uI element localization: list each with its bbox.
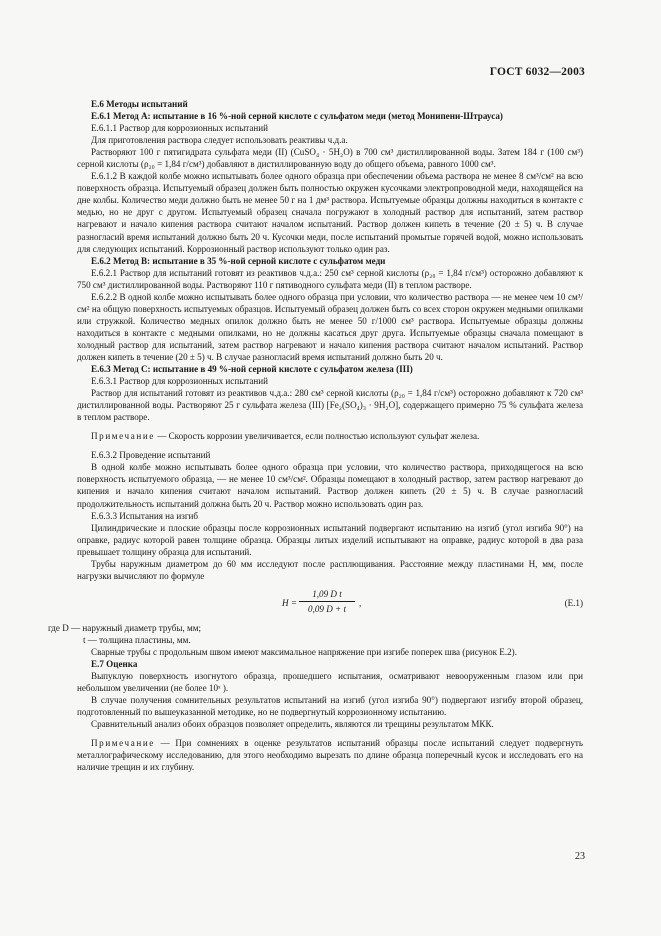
note	[77, 737, 583, 773]
subsection-heading: Е.6.3.3 Испытания на изгиб	[91, 510, 199, 521]
formula-legend: где D — наружный диаметр трубы, мм;	[48, 622, 202, 633]
paragraph: Цилиндрические и плоские образцы после коррозионных испытаний подвергают испытанию на изгиб (угол изгиба 90°) на оправке, радиус которой равен толщине образца. Образцы литых изделий испытывают на оправке, радиус которой в два раза превышает толщину образца для испытаний.	[77, 522, 583, 557]
paragraph: Сварные трубы с продольным швом имеют максимальное напряжение при изгибе поперек шва (рисунок Е.2).	[91, 646, 517, 657]
note	[77, 430, 583, 442]
paragraph: Трубы наружным диаметром до 60 мм исследуют после расплющивания. Расстояние между пластинами H, мм, после нагрузки вычисляют по формуле	[77, 558, 583, 581]
section-heading: Е.6.3 Метод С: испытание в 49 %-ной серной кислоте с сульфатом железа (III)	[91, 364, 413, 375]
section-heading: Е.6.2 Метод В: испытание в 35 %-ной серной кислоте с сульфатом меди	[91, 255, 386, 266]
subsection-heading: Е.6.3.1 Раствор для коррозионных испытаний	[91, 376, 269, 387]
paragraph: В случае получения сомнительных результатов испытаний на изгиб (угол изгиба 90°) подвергают изгибу второй образец, подготовленный по вышеуказанной методике, но не подвергнутый коррозионному испытанию.	[77, 695, 583, 718]
paragraph: В одной колбе можно испытывать более одного образца при условии, что количество раствора, приходящегося на всю поверхность испытуемого образца, — не менее 10 см³/см². Образцы помещают в холодный раствор, затем раствор нагревают до кипения и начало кипения считают началом испытаний. Раствор должен кипеть (20 ± 5) ч. В случае разногласий продолжительность испытаний должна быть 20 ч. Раствор можно использовать один раз.	[77, 462, 583, 509]
note-text: — Скорость коррозии увеличивается, если полностью используют сульфат железа.	[154, 431, 480, 442]
paragraph: Выпуклую поверхность изогнутого образца, прошедшего испытания, осматривают невооруженным глазом или при небольшом увеличении (не более 10ˣ ).	[77, 671, 583, 694]
page-content	[48, 98, 583, 773]
formula-legend: t — толщина пластины, мм.	[83, 634, 191, 645]
paragraph: Сравнительный анализ обоих образцов позволяет определить, являются ли трещины результатом МКК.	[91, 719, 494, 730]
section-heading: Е.6 Методы испытаний	[91, 99, 188, 109]
subsection-heading: Е.6.3.2 Проведение испытаний	[91, 450, 211, 461]
formula-fraction	[299, 588, 355, 615]
paragraph: Растворяют 100 г пятигидрата сульфата меди (II) (CuSO₄ · 5H₂O) в 700 см³ дистиллированной воды. Затем 184 г (100 см³) серной кислоты (ρ₂₀ = 1,84 г/см³) добавляют в дистиллированную воду до общего объема, равного 1000 см³.	[77, 147, 583, 170]
section-heading: Е.6.1 Метод А: испытание в 16 %-ной серной кислоте с сульфатом меди (метод Монипени-Штрауса)	[91, 111, 503, 122]
paragraph: Е.6.1.2 В каждой колбе можно испытывать более одного образца при обеспечении объема раствора не менее 8 см³/см² на всю поверхность образца. Испытуемый образец должен быть полностью окружен кусочками электропроводной меди, находящейся на дне колбы. Количество меди должно быть не менее 50 г на 1 дм³ раствора. Испытуемые образцы должны находиться в контакте с медью, но не друг с другом. Испытуемый образец сначала погружают в холодный раствор для испытаний, затем раствор нагревают и начало кипения раствора считают началом испытаний. Раствор должен кипеть в течение (20 ± 5) ч. В случае разногласий время испытаний должно быть 20 ч. Кусочки меди, после испытаний промытые горячей водой, можно использовать для следующих испытаний. Коррозионный раствор используют только один раз.	[77, 171, 583, 254]
section-heading: Е.7 Оценка	[91, 658, 138, 669]
formula-number: (Е.1)	[564, 597, 583, 608]
formula-e1	[77, 588, 583, 618]
paragraph: Для приготовления раствора следует использовать реактивы ч.д.а.	[91, 135, 348, 146]
note-label: Примечание	[91, 431, 155, 442]
note-text: — При сомнениях в оценке результатов испытаний образцы после испытаний следует подвергнуть металлографическому исследованию, для этого необходимо вырезать по длине образца поперечный кусок и исследовать его на наличие трещин и их глубину.	[77, 738, 583, 773]
paragraph: Раствор для испытаний готовят из реактивов ч.д.а.: 280 см³ серной кислоты (ρ₂₀ = 1,84 г/см³) осторожно добавляют к 720 см³ дистиллированной воды. Растворяют 25 г сульфата железа (III) [Fe₂(SO₄)₃ · 9H₂O], содержащего примерно 75 % сульфата железа в теплом растворе.	[77, 388, 583, 423]
paragraph: Е.6.2.2 В одной колбе можно испытывать более одного образца при условии, что количество раствора — не менее чем 10 см³/см² на общую поверхность испытуемых образцов. Испытуемый образец должен быть со всех сторон окружен медными опилками или стружкой. Количество медных опилок должно быть не менее 50 г/1000 см³ раствора. Испытуемые образцы должны находиться в контакте с медными опилками, но не должны касаться друг друга. Испытуемые образцы сначала помещают в холодный раствор для испытаний, затем раствор нагревают и начало кипения раствора считают началом испытаний. Раствор должен кипеть в течение (20 ± 5) ч. В случае разногласий время испытаний должно быть 20 ч.	[77, 291, 583, 362]
formula-denominator: 0,09 D + t	[308, 603, 346, 614]
page-number: 23	[575, 851, 585, 862]
formula-comma: ,	[359, 597, 362, 608]
subsection-heading: Е.6.1.1 Раствор для коррозионных испытаний	[91, 123, 269, 134]
formula-numerator: 1,09 D t	[299, 588, 355, 602]
note-label: Примечание	[91, 738, 155, 749]
paragraph: Е.6.2.1 Раствор для испытаний готовят из реактивов ч.д.а.: 250 см³ серной кислоты (ρ₂₀ = 1,84 г/см³) осторожно добавляют к 750 см³ дистиллированной воды. Растворяют 110 г пятиводного сульфата меди (II) в теплом растворе.	[77, 267, 583, 290]
formula-lhs: H =	[282, 597, 297, 608]
document-code: ГОСТ 6032—2003	[489, 66, 585, 78]
